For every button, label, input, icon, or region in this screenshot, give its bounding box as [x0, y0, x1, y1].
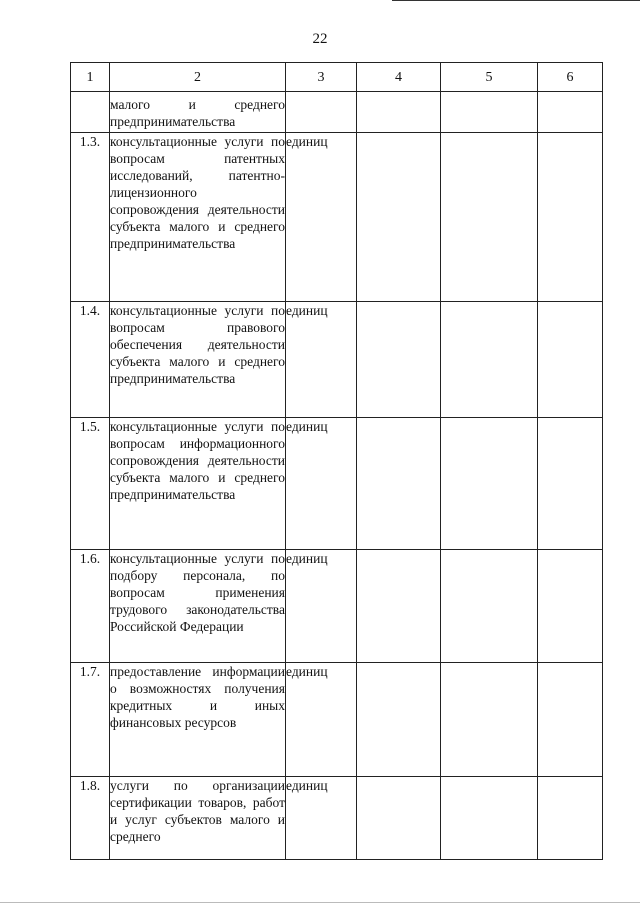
value-cell: [357, 92, 441, 133]
table-row: [71, 550, 603, 663]
row-number: 1.4.: [71, 302, 110, 418]
data-table: [70, 62, 603, 860]
unit-cell: единиц: [286, 302, 357, 418]
column-header: 3: [286, 63, 357, 92]
table-header-row: [71, 63, 603, 92]
table-row: [71, 92, 603, 133]
table-row: [71, 133, 603, 302]
service-name: консультационные услуги по подбору персонала, по вопросам применения трудового законодательства Российской Федерации: [110, 550, 286, 663]
value-cell: [538, 777, 603, 860]
service-name: консультационные услуги по вопросам патентных исследований, патентно-лицензионного сопровождения деятельности субъекта малого и среднего предпринимательства: [110, 133, 286, 302]
column-header: 2: [110, 63, 286, 92]
value-cell: [357, 418, 441, 550]
value-cell: [538, 133, 603, 302]
row-number: 1.8.: [71, 777, 110, 860]
column-header: 4: [357, 63, 441, 92]
row-number: 1.5.: [71, 418, 110, 550]
service-name: услуги по организации сертификации товаров, работ и услуг субъектов малого и среднего: [110, 777, 286, 860]
table-row: [71, 663, 603, 777]
value-cell: [357, 133, 441, 302]
value-cell: [538, 92, 603, 133]
value-cell: [441, 133, 538, 302]
value-cell: [357, 663, 441, 777]
column-header: 6: [538, 63, 603, 92]
bottom-rule: [0, 902, 640, 903]
service-name: предоставление информации о возможностях получения кредитных и иных финансовых ресурсов: [110, 663, 286, 777]
value-cell: [538, 302, 603, 418]
unit-cell: единиц: [286, 133, 357, 302]
row-number: 1.3.: [71, 133, 110, 302]
value-cell: [357, 777, 441, 860]
unit-cell: единиц: [286, 418, 357, 550]
value-cell: [441, 663, 538, 777]
column-header: 1: [71, 63, 110, 92]
value-cell: [538, 663, 603, 777]
service-name: консультационные услуги по вопросам правового обеспечения деятельности субъекта малого и среднего предпринимательства: [110, 302, 286, 418]
value-cell: [441, 418, 538, 550]
unit-cell: единиц: [286, 663, 357, 777]
top-rule: [392, 0, 640, 1]
table-row: [71, 777, 603, 860]
value-cell: [441, 302, 538, 418]
row-number: [71, 92, 110, 133]
column-header: 5: [441, 63, 538, 92]
page-number: 22: [312, 31, 328, 47]
value-cell: [357, 302, 441, 418]
unit-cell: единиц: [286, 777, 357, 860]
service-name: малого и среднего предпринимательства: [110, 92, 286, 133]
service-name: консультационные услуги по вопросам информационного сопровождения деятельности субъекта малого и среднего предпринимательства: [110, 418, 286, 550]
value-cell: [538, 418, 603, 550]
value-cell: [441, 550, 538, 663]
unit-cell: [286, 92, 357, 133]
unit-cell: единиц: [286, 550, 357, 663]
value-cell: [441, 777, 538, 860]
value-cell: [538, 550, 603, 663]
value-cell: [441, 92, 538, 133]
row-number: 1.7.: [71, 663, 110, 777]
table-row: [71, 302, 603, 418]
value-cell: [357, 550, 441, 663]
table-row: [71, 418, 603, 550]
row-number: 1.6.: [71, 550, 110, 663]
